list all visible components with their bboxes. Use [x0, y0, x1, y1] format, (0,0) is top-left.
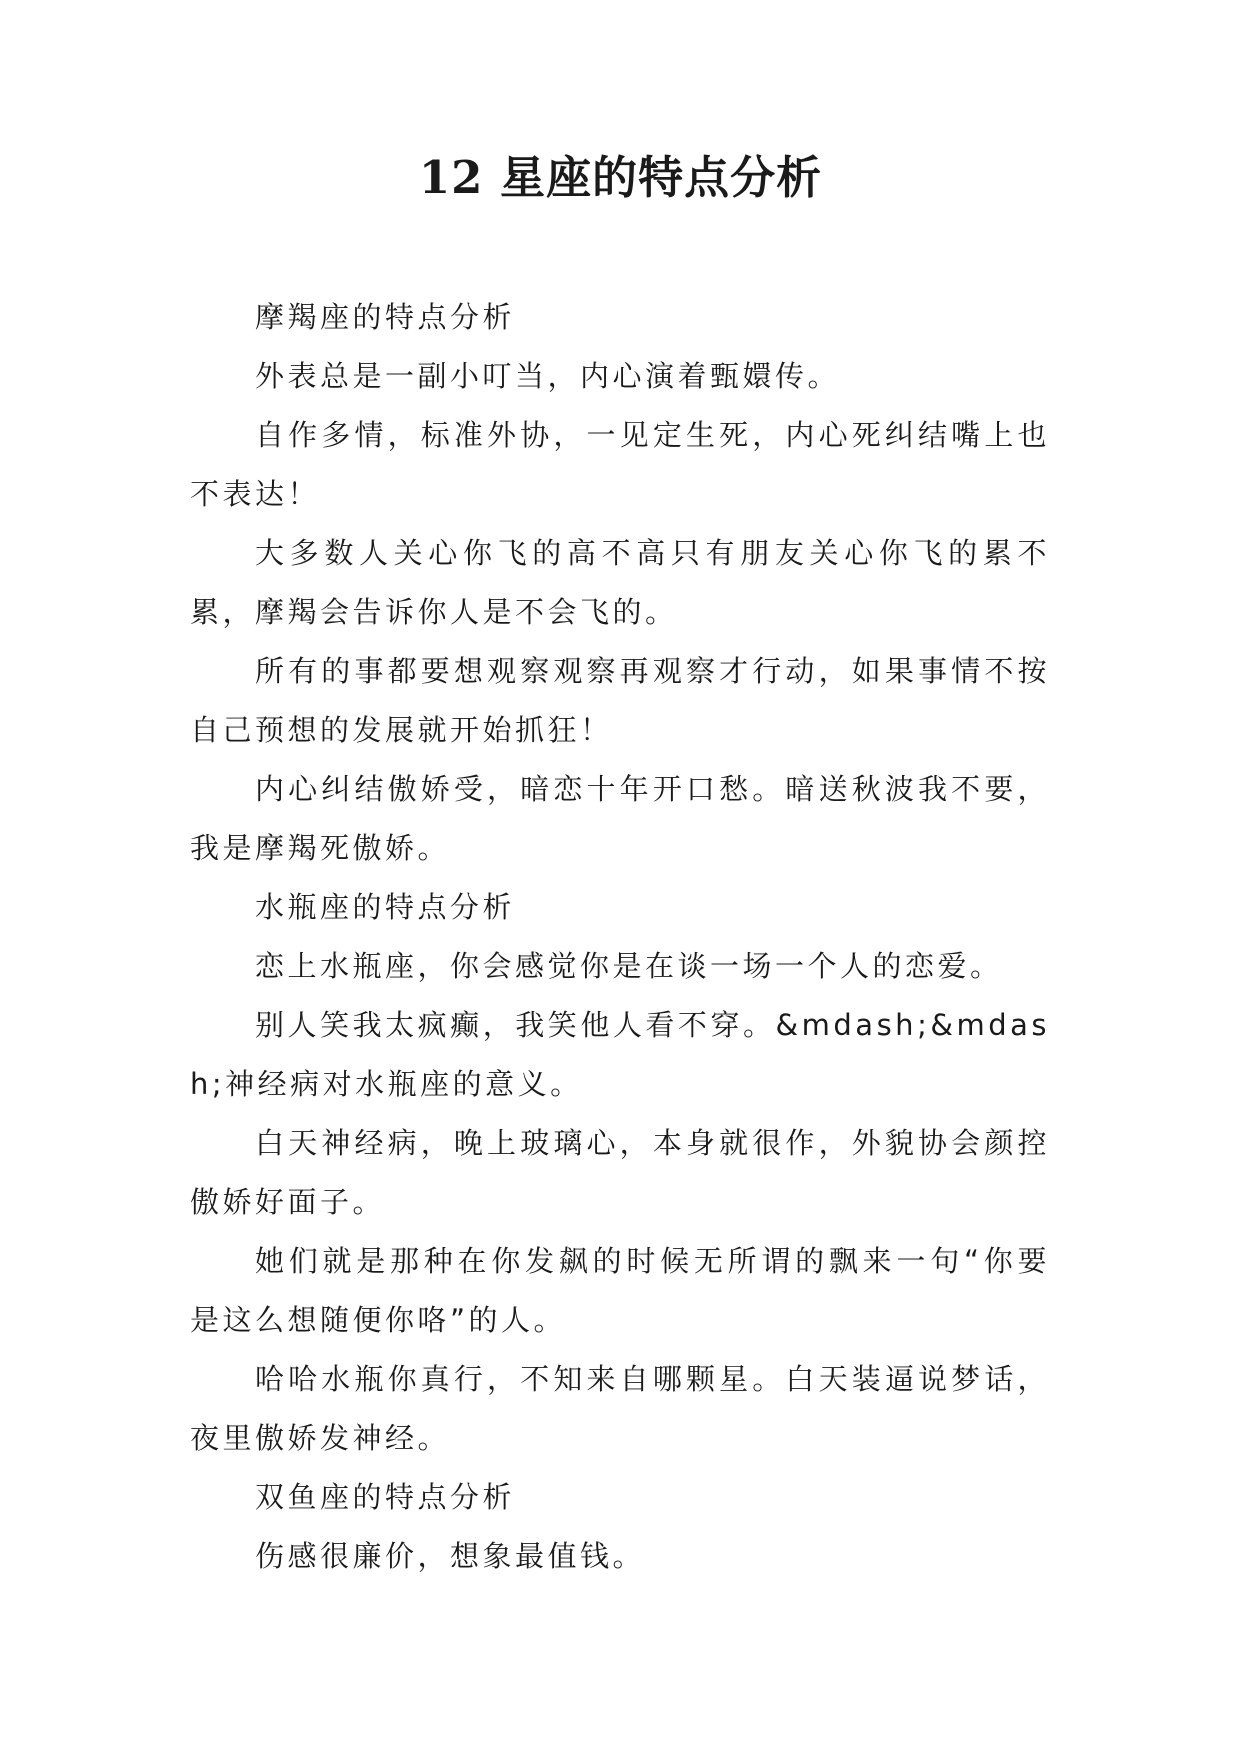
section-heading-aquarius: 水瓶座的特点分析 [255, 890, 516, 924]
paragraph: 所有的事都要想观察观察再观察才行动，如果事情不按自己预想的发展就开始抓狂！ [190, 654, 1050, 747]
paragraph: 大多数人关心你飞的高不高只有朋友关心你飞的累不累，摩羯会告诉你人是不会飞的。 [190, 536, 1050, 629]
paragraph: 别人笑我太疯癫，我笑他人看不穿。&mdash;&mdash;神经病对水瓶座的意义。 [190, 1008, 1050, 1101]
paragraph: 恋上水瓶座，你会感觉你是在谈一场一个人的恋爱。 [255, 949, 1003, 983]
section-heading-capricorn: 摩羯座的特点分析 [255, 300, 516, 334]
document-title: 12 星座的特点分析 [418, 151, 823, 204]
paragraph: 哈哈水瓶你真行，不知来自哪颗星。白天装逼说梦话，夜里傲娇发神经。 [190, 1362, 1050, 1455]
paragraph: 自作多情，标准外协，一见定生死，内心死纠结嘴上也不表达！ [190, 418, 1050, 511]
paragraph: 外表总是一副小叮当，内心演着甄嬛传。 [255, 359, 841, 393]
paragraph: 伤感很廉价，想象最值钱。 [255, 1539, 646, 1573]
section-heading-pisces: 双鱼座的特点分析 [255, 1480, 516, 1514]
paragraph: 白天神经病，晚上玻璃心，本身就很作，外貌协会颜控傲娇好面子。 [190, 1126, 1050, 1219]
document-body [190, 288, 1050, 1586]
paragraph: 她们就是那种在你发飙的时候无所谓的飘来一句“你要是这么想随便你咯”的人。 [190, 1244, 1050, 1337]
paragraph: 内心纠结傲娇受，暗恋十年开口愁。暗送秋波我不要，我是摩羯死傲娇。 [190, 772, 1050, 865]
